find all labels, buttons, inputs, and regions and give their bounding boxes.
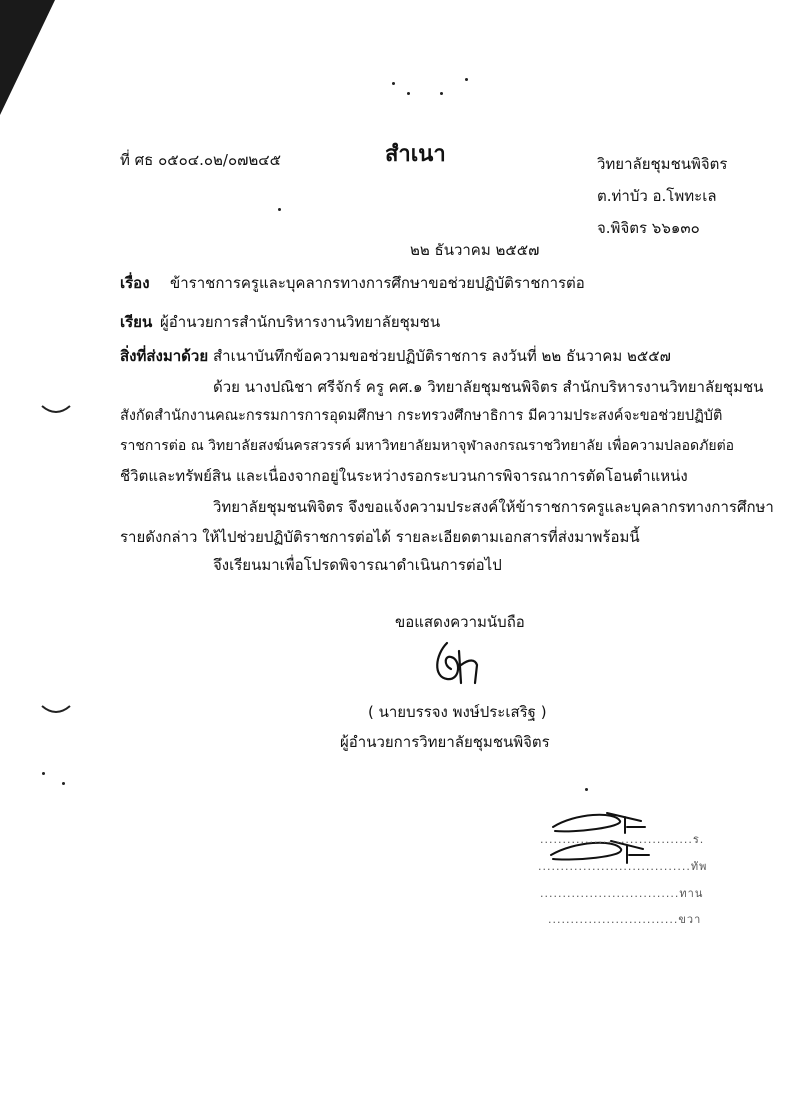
body-line: ราชการต่อ ณ วิทยาลัยสงฆ์นครสวรรค์ มหาวิทยาลัยมหาจุฬาลงกรณราชวิทยาลัย เพื่อความปลอดภัยต่อ [120, 438, 735, 454]
certify-line: ...............................ทาน [540, 887, 704, 900]
signer-position: ผู้อำนวยการวิทยาลัยชุมชนพิจิตร [340, 733, 550, 751]
scan-speck [62, 782, 65, 785]
subject-text: ข้าราชการครูและบุคลากรทางการศึกษาขอช่วยปฏิบัติราชการต่อ [170, 274, 585, 292]
page-corner-shadow [0, 0, 60, 120]
handwritten-signature [425, 635, 495, 690]
reference-number: ที่ ศธ ๐๕๐๔.๐๒/๐๗๒๔๕ [120, 151, 282, 169]
scan-speck [278, 208, 281, 211]
subject-label: เรื่อง [120, 274, 150, 292]
closing-text: ขอแสดงความนับถือ [395, 613, 525, 631]
body-line: ด้วย นางปณิชา ศรีจักร์ ครู คศ.๑ วิทยาลัยชุมชนพิจิตร สำนักบริหารงานวิทยาลัยชุมชน [213, 378, 764, 396]
attachment-label: สิ่งที่ส่งมาด้วย [120, 347, 209, 365]
punch-mark [40, 402, 74, 418]
sender-address-line-2: จ.พิจิตร ๖๖๑๓๐ [597, 219, 700, 237]
sender-name: วิทยาลัยชุมชนพิจิตร [597, 155, 728, 173]
certify-line-text: ทาน [679, 887, 704, 900]
scan-speck [440, 92, 443, 95]
scan-speck [407, 92, 410, 95]
to-text: ผู้อำนวยการสำนักบริหารงานวิทยาลัยชุมชน [160, 313, 441, 331]
certify-line: ..................................ร. [540, 833, 705, 846]
certify-line-text: ขวา [678, 913, 702, 926]
scan-speck [465, 78, 468, 81]
to-label: เรียน [120, 313, 153, 331]
body-line: สังกัดสำนักงานคณะกรรมการการอุดมศึกษา กระทรวงศึกษาธิการ มีความประสงค์จะขอช่วยปฏิบัติ [120, 408, 723, 424]
body-line: จึงเรียนมาเพื่อโปรดพิจารณาดำเนินการต่อไป [213, 556, 502, 574]
signer-name: ( นายบรรจง พงษ์ประเสริฐ ) [368, 703, 547, 721]
certify-line-text: ร. [692, 833, 705, 846]
punch-mark [40, 702, 74, 718]
scan-speck [42, 772, 45, 775]
attachment-text: สำเนาบันทึกข้อความขอช่วยปฏิบัติราชการ ลงวันที่ ๒๒ ธันวาคม ๒๕๕๗ [213, 347, 671, 365]
certify-line-text: ทัพ [690, 860, 708, 873]
body-line: วิทยาลัยชุมชนพิจิตร จึงขอแจ้งความประสงค์ให้ข้าราชการครูและบุคลากรทางการศึกษา [213, 498, 774, 516]
scan-speck [392, 82, 395, 85]
scan-speck [585, 788, 588, 791]
document-title: สำเนา [385, 142, 446, 167]
body-line: ชีวิตและทรัพย์สิน และเนื่องจากอยู่ในระหว่างรอกระบวนการพิจารณาการตัดโอนตำแหน่ง [120, 467, 688, 485]
certify-line: ..................................ทัพ [538, 860, 708, 873]
document-date: ๒๒ ธันวาคม ๒๕๕๗ [410, 241, 540, 259]
sender-address-line-1: ต.ท่าบัว อ.โพทะเล [597, 187, 717, 205]
body-line: รายดังกล่าว ให้ไปช่วยปฏิบัติราชการต่อได้ รายละเอียดตามเอกสารที่ส่งมาพร้อมนี้ [120, 528, 640, 546]
certify-line: .............................ขวา [548, 913, 702, 926]
